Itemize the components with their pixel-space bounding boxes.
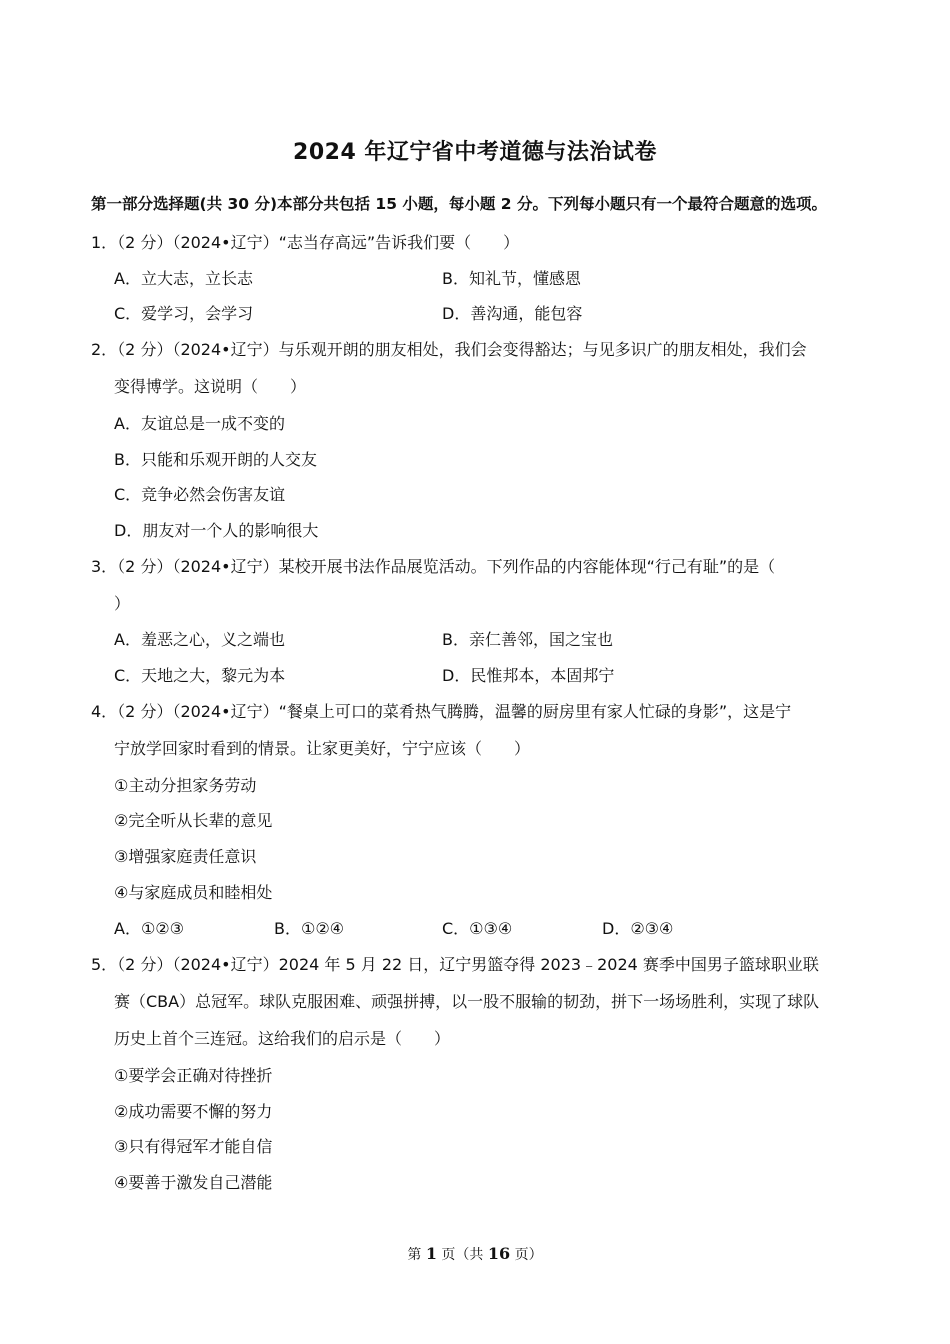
page-footer bbox=[0, 1244, 950, 1264]
question-4-option-c: C．①③④ bbox=[442, 919, 513, 938]
question-5-item-1: ①要学会正确对待挫折 bbox=[114, 1066, 273, 1085]
question-1-option-d: D．善沟通，能包容 bbox=[442, 304, 583, 323]
section-header: 第一部分选择题(共 30 分)本部分共包括 15 小题，每小题 2 分。下列每小题只有一个最符合题意的选项。 bbox=[91, 195, 827, 213]
question-5-stem-continued-2: 历史上首个三连冠。这给我们的启示是（ ） bbox=[114, 1029, 451, 1048]
footer-middle: 页（共 bbox=[436, 1247, 488, 1263]
footer-suffix: 页） bbox=[510, 1247, 543, 1263]
question-5-item-2: ②成功需要不懈的努力 bbox=[114, 1102, 273, 1121]
question-5-item-3: ③只有得冠军才能自信 bbox=[114, 1137, 273, 1156]
question-2-stem: 2．（2 分）（2024•辽宁）与乐观开朗的朋友相处，我们会变得豁达；与见多识广的朋友相处，我们会 bbox=[91, 340, 807, 359]
footer-prefix: 第 bbox=[407, 1247, 426, 1263]
question-4-stem: 4．（2 分）（2024•辽宁）“餐桌上可口的菜肴热气腾腾，温馨的厨房里有家人忙碌的身影”，这是宁 bbox=[91, 702, 792, 721]
footer-page-number: 1 bbox=[425, 1244, 437, 1263]
question-2-option-b: B．只能和乐观开朗的人交友 bbox=[114, 450, 317, 469]
question-3-option-c: C．天地之大，黎元为本 bbox=[114, 666, 286, 685]
question-5-stem: 5．（2 分）（2024•辽宁）2024 年 5 月 22 日，辽宁男篮夺得 2023﹣2024 赛季中国男子篮球职业联 bbox=[91, 955, 819, 974]
question-4-item-4: ④与家庭成员和睦相处 bbox=[114, 883, 273, 902]
question-3-option-b: B．亲仁善邻，国之宝也 bbox=[442, 630, 613, 649]
question-2-option-a: A．友谊总是一成不变的 bbox=[114, 414, 285, 433]
question-2-option-c: C．竞争必然会伤害友谊 bbox=[114, 485, 286, 504]
question-1-stem: 1．（2 分）（2024•辽宁）“志当存高远”告诉我们要（ ） bbox=[91, 233, 520, 252]
question-4-option-b: B．①②④ bbox=[274, 919, 345, 938]
question-2-option-d: D．朋友对一个人的影响很大 bbox=[114, 521, 319, 540]
question-2-stem-continued: 变得博学。这说明（ ） bbox=[114, 377, 307, 396]
question-5-item-4: ④要善于激发自己潜能 bbox=[114, 1173, 273, 1192]
question-4-item-3: ③增强家庭责任意识 bbox=[114, 847, 257, 866]
question-1-option-b: B．知礼节，懂感恩 bbox=[442, 269, 581, 288]
question-3-option-a: A．羞恶之心，义之端也 bbox=[114, 630, 285, 649]
question-3-option-d: D．民惟邦本，本固邦宁 bbox=[442, 666, 615, 685]
question-1-option-a: A．立大志，立长志 bbox=[114, 269, 253, 288]
question-3-stem: 3．（2 分）（2024•辽宁）某校开展书法作品展览活动。下列作品的内容能体现“行己有耻”的是（ bbox=[91, 557, 776, 576]
question-4-option-d: D．②③④ bbox=[602, 919, 674, 938]
question-4-stem-continued: 宁放学回家时看到的情景。让家更美好，宁宁应该（ ） bbox=[114, 739, 531, 758]
question-1-option-c: C．爱学习，会学习 bbox=[114, 304, 254, 323]
question-5-stem-continued-1: 赛（CBA）总冠军。球队克服困难、顽强拼搏，以一股不服输的韧劲，拼下一场场胜利，实现了球队 bbox=[114, 992, 820, 1011]
question-4-item-1: ①主动分担家务劳动 bbox=[114, 776, 257, 795]
question-4-item-2: ②完全听从长辈的意见 bbox=[114, 811, 273, 830]
page-title: 2024 年辽宁省中考道德与法治试卷 bbox=[293, 140, 657, 165]
question-3-stem-continued: ） bbox=[114, 594, 131, 613]
question-4-option-a: A．①②③ bbox=[114, 919, 184, 938]
footer-total-pages: 16 bbox=[487, 1244, 511, 1263]
